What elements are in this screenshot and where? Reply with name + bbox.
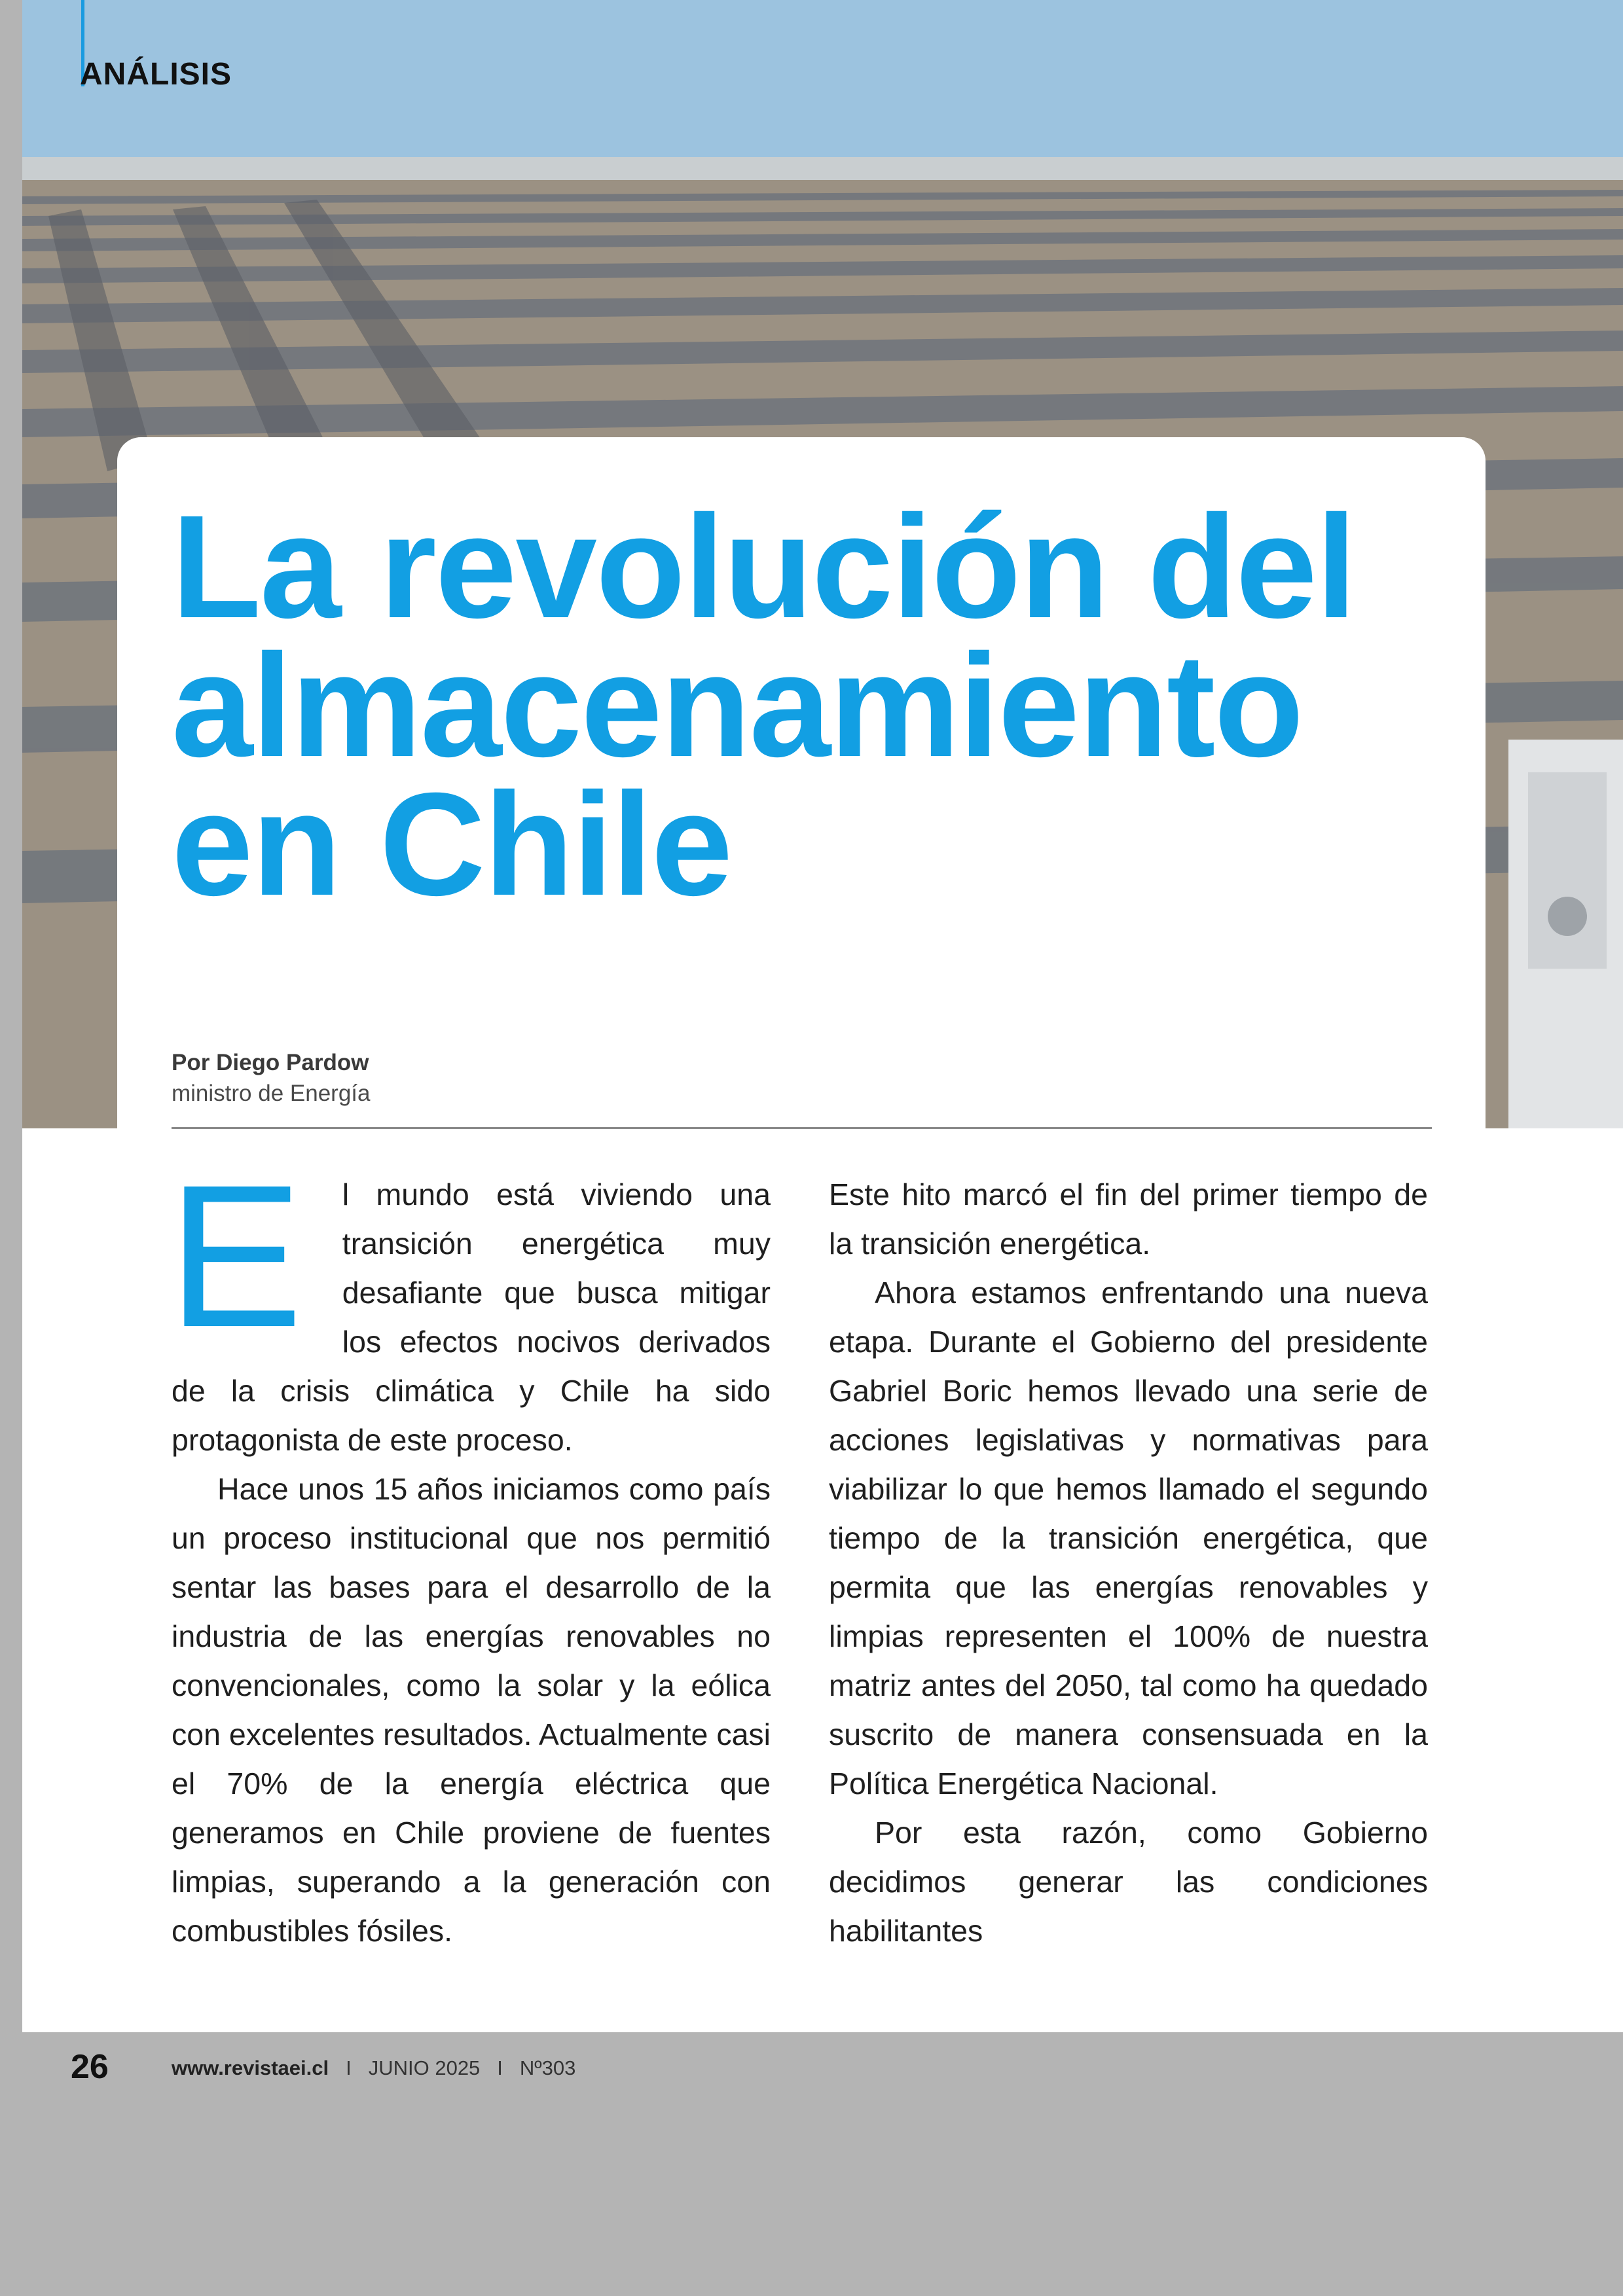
paragraph: Hace unos 15 años iniciamos como país un proceso institucional que nos permitió sentar las bases para el desarrollo de la industria de las energías renovables no convencionales, como la solar y la eólica con excelentes resultados. Actualmente casi el 70% de la energía eléctrica que generamos en Chile proviene de fuentes limpias, superando a la generación con combustibles fósiles. bbox=[172, 1472, 771, 1948]
article-title: La revolución del almacenamiento en Chile bbox=[172, 485, 1356, 926]
footer-issue: Nº303 bbox=[519, 2056, 576, 2079]
footer-separator: I bbox=[497, 2056, 503, 2079]
paragraph: Ahora estamos enfrentando una nueva etapa. Durante el Gobierno del presidente Gabriel Boric hemos llevado una serie de acciones legislativas y normativas para viabilizar lo que hemos llamado el segundo tiempo de la transición energética, que permita que las energías renovables y limpias representen el 100% de nuestra matriz antes del 2050, tal como ha quedado suscrito de manera consensuada en la Política Energética Nacional. bbox=[829, 1276, 1428, 1801]
article-column-right bbox=[829, 1170, 1428, 1956]
author-role: ministro de Energía bbox=[172, 1081, 371, 1106]
paragraph: Este hito marcó el fin del primer tiempo de la transición energética. bbox=[829, 1177, 1428, 1261]
footer-separator: I bbox=[346, 2056, 352, 2079]
footer-website[interactable]: www.revistaei.cl bbox=[172, 2056, 329, 2079]
drop-cap: E bbox=[168, 1142, 303, 1369]
author-name: Por Diego Pardow bbox=[172, 1050, 369, 1075]
byline-divider bbox=[172, 1127, 1432, 1129]
section-label: ANÁLISIS bbox=[80, 57, 232, 92]
article-column-left bbox=[168, 1142, 771, 1956]
footer-info bbox=[172, 2056, 575, 2080]
paragraph: E l mundo está viviendo una transición energética muy desafiante que busca mitigar los efectos nocivos derivados de la crisis climática y Chile ha sido protagonista de este proceso. bbox=[168, 1142, 771, 1457]
page-number: 26 bbox=[71, 2048, 109, 2086]
footer-date: JUNIO 2025 bbox=[368, 2056, 481, 2079]
paragraph: Por esta razón, como Gobierno decidimos generar las condiciones habilitantes bbox=[829, 1816, 1428, 1948]
